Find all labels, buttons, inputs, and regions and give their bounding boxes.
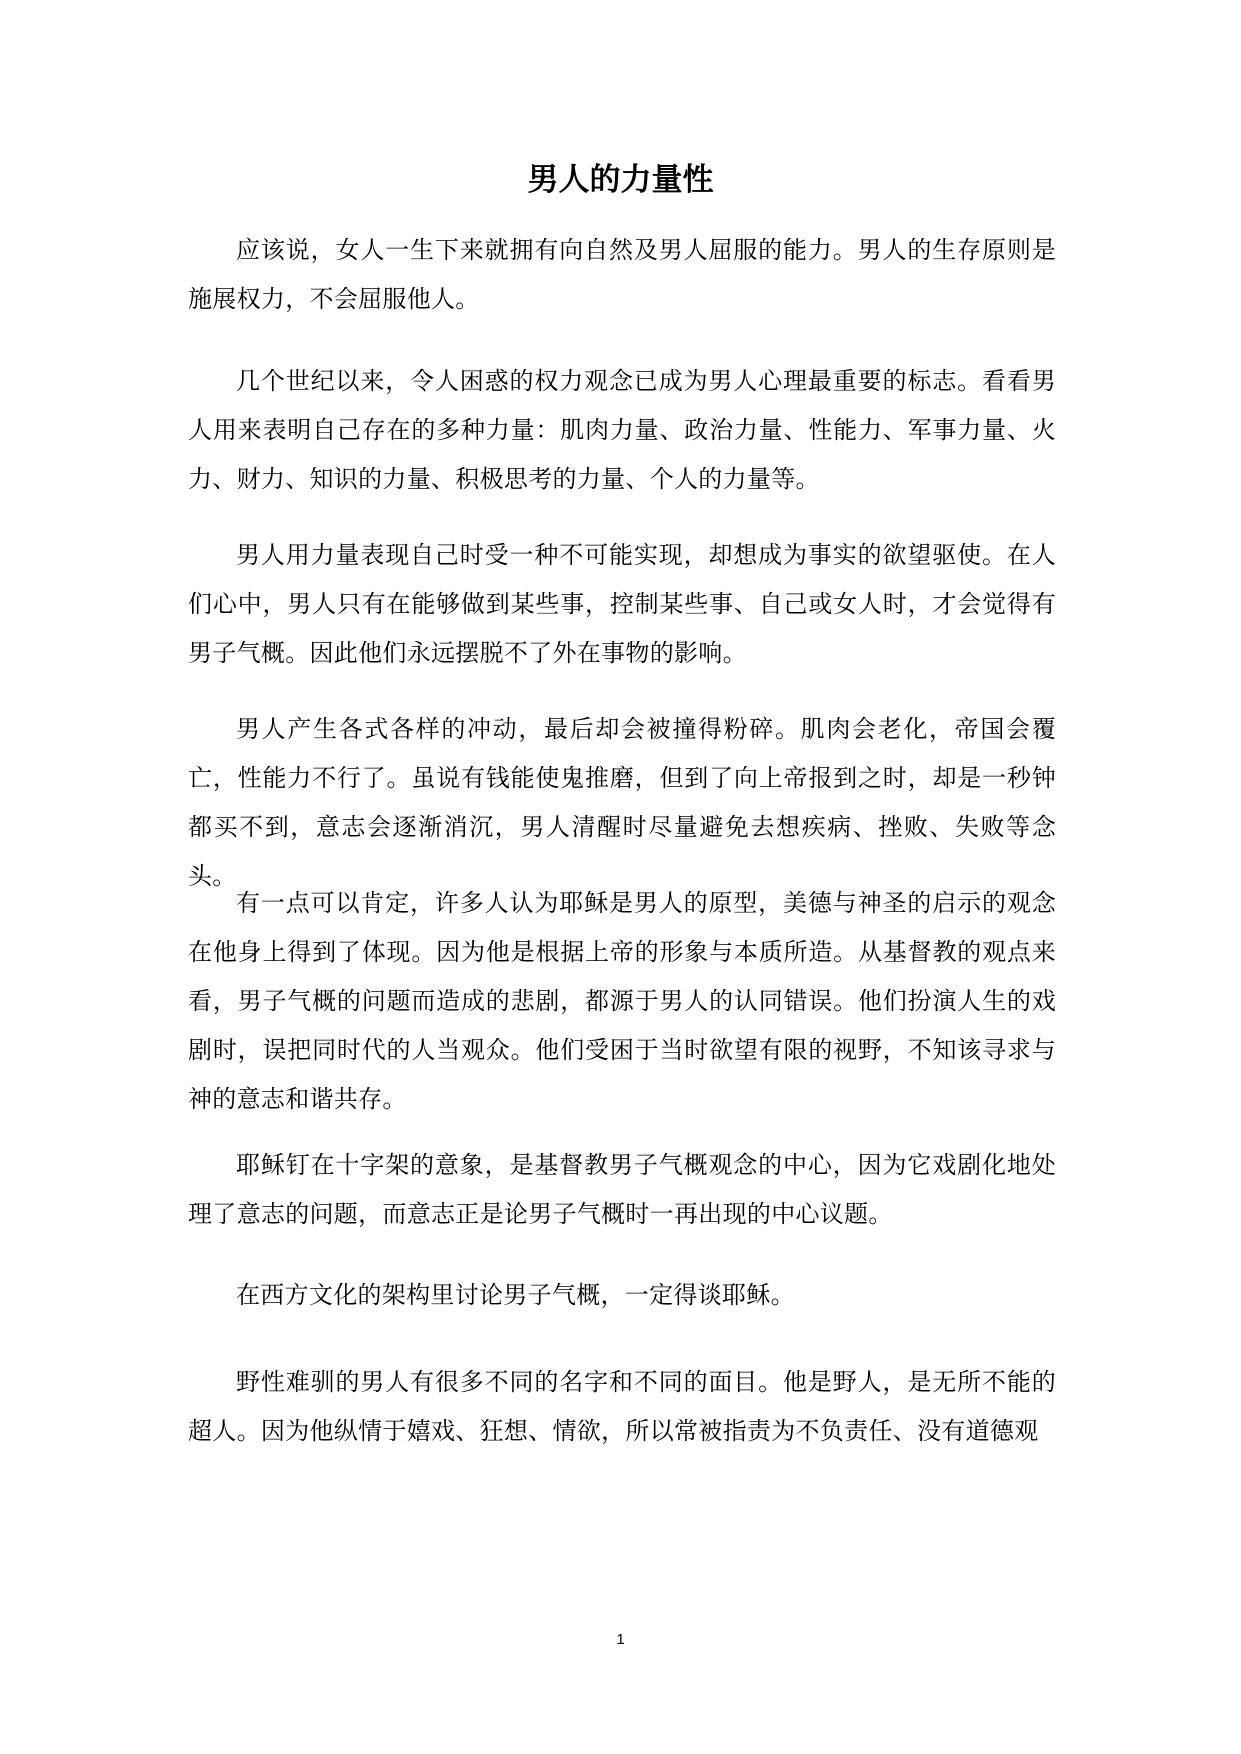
paragraph-6: 耶稣钉在十字架的意象，是基督教男子气概观念的中心，因为它戏剧化地处理了意志的问题，而意志正是论男子气概时一再出现的中心议题。 [188,1151,1056,1228]
page-number: 1 [616,1631,625,1648]
paragraph-8: 野性难驯的男人有很多不同的名字和不同的面目。他是野人，是无所不能的超人。因为他纵情于嬉戏、狂想、情欲，所以常被指责为不负责任、没有道德观 [188,1368,1056,1445]
paragraph-1: 应该说，女人一生下来就拥有向自然及男人屈服的能力。男人的生存原则是施展权力，不会屈服他人。 [188,236,1056,313]
paragraph-3: 男人用力量表现自己时受一种不可能实现，却想成为事实的欲望驱使。在人们心中，男人只有在能够做到某些事，控制某些事、自己或女人时，才会觉得有男子气概。因此他们永远摆脱不了外在事物的影响。 [188,541,1056,667]
paragraph-4: 男人产生各式各样的冲动，最后却会被撞得粉碎。肌肉会老化，帝国会覆亡，性能力不行了。虽说有钱能使鬼推磨，但到了向上帝报到之时，却是一秒钟都买不到，意志会逐渐消沉，男人清醒时尽量避免去想疾病、挫败、失败等念头。 [188,715,1056,890]
paragraph-5: 有一点可以肯定，许多人认为耶稣是男人的原型，美德与神圣的启示的观念在他身上得到了体现。因为他是根据上帝的形象与本质所造。从基督教的观点来看，男子气概的问题而造成的悲剧，都源于男人的认同错误。他们扮演人生的戏剧时，误把同时代的人当观众。他们受困于当时欲望有限的视野，不知该寻求与神的意志和谐共存。 [188,889,1056,1113]
paragraph-2: 几个世纪以来，令人困惑的权力观念已成为男人心理最重要的标志。看看男人用来表明自己存在的多种力量：肌肉力量、政治力量、性能力、军事力量、火力、财力、知识的力量、积极思考的力量、个人的力量等。 [188,367,1056,493]
document-title: 男人的力量性 [527,162,714,198]
paragraph-7: 在西方文化的架构里讨论男子气概，一定得谈耶稣。 [236,1281,795,1309]
